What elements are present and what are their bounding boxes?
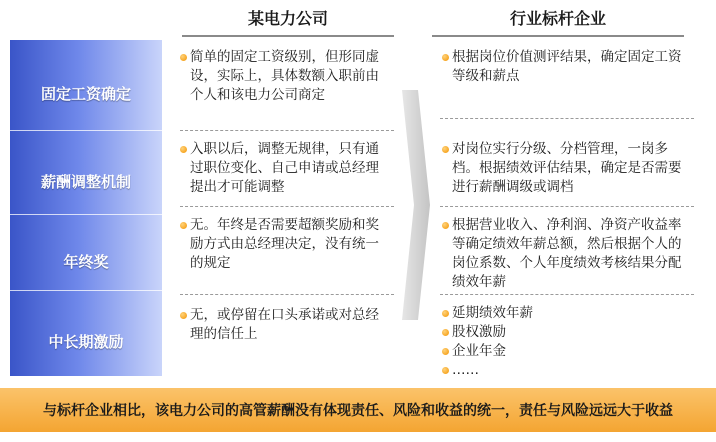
benchmark-cell-long-term-incentive	[442, 304, 694, 380]
company-column-header: 某电力公司	[182, 6, 394, 37]
company-cell-fixed-salary	[180, 48, 392, 105]
category-salary-adjustment: 薪酬调整机制	[40, 173, 131, 191]
category-long-term-incentive: 中长期激励	[48, 333, 124, 351]
company-text: 简单的固定工资级别，但形同虚设，实际上，具体数额入职前由个人和该电力公司商定	[190, 49, 379, 103]
category-separator	[10, 214, 162, 215]
list-item	[442, 323, 694, 342]
row-separator	[440, 118, 694, 119]
benchmark-column-header: 行业标杆企业	[432, 6, 684, 37]
category-bar	[10, 40, 162, 376]
benchmark-cell-salary-adjustment	[442, 140, 694, 197]
category-separator	[10, 290, 162, 291]
category-fixed-salary: 固定工资确定	[40, 85, 131, 103]
row-separator	[440, 294, 694, 295]
bullet-icon	[442, 348, 449, 355]
chevron-right-icon	[402, 90, 430, 320]
company-cell-year-end-bonus	[180, 216, 392, 273]
bullet-icon	[180, 146, 187, 153]
benchmark-lti-text: 企业年金	[452, 343, 506, 359]
row-separator	[440, 206, 694, 207]
benchmark-text: 对岗位实行分级、分档管理，一岗多档。根据绩效评估结果，确定是否需要进行薪酬调级或调档	[452, 141, 682, 195]
company-text: 入职以后，调整无规律，只有通过职位变化、自己申请或总经理提出才可能调整	[190, 141, 379, 195]
conclusion-banner	[0, 388, 716, 432]
benchmark-text: 根据营业收入、净利润、净资产收益率等确定绩效年薪总额，然后根据个人的岗位系数、个人年度绩效考核结果分配绩效年薪	[452, 217, 682, 290]
bullet-icon	[442, 146, 449, 153]
benchmark-lti-more: ……	[452, 362, 479, 378]
list-item	[442, 361, 694, 380]
conclusion-text: 与标杆企业相比，该电力公司的高管薪酬没有体现责任、风险和收益的统一，责任与风险远远大于收益	[43, 403, 673, 419]
company-cell-salary-adjustment	[180, 140, 392, 197]
bullet-icon	[442, 54, 449, 61]
list-item	[442, 342, 694, 361]
benchmark-lti-text: 股权激励	[452, 324, 506, 340]
benchmark-text: 根据岗位价值测评结果，确定固定工资等级和薪点	[452, 49, 682, 84]
bullet-icon	[442, 222, 449, 229]
company-text: 无，或停留在口头承诺或对总经理的信任上	[190, 307, 379, 342]
bullet-icon	[180, 312, 187, 319]
list-item	[442, 304, 694, 323]
bullet-icon	[442, 367, 449, 374]
category-year-end-bonus: 年终奖	[63, 253, 109, 271]
company-cell-long-term-incentive	[180, 306, 392, 344]
benchmark-cell-year-end-bonus	[442, 216, 694, 292]
bullet-icon	[180, 54, 187, 61]
row-separator	[180, 206, 394, 207]
category-separator	[10, 130, 162, 131]
benchmark-cell-fixed-salary	[442, 48, 694, 86]
bullet-icon	[180, 222, 187, 229]
bullet-icon	[442, 329, 449, 336]
company-text: 无。年终是否需要超额奖励和奖励方式由总经理决定，没有统一的规定	[190, 217, 379, 271]
bullet-icon	[442, 310, 449, 317]
row-separator	[180, 130, 394, 131]
benchmark-lti-text: 延期绩效年薪	[452, 305, 533, 321]
row-separator	[180, 294, 394, 295]
